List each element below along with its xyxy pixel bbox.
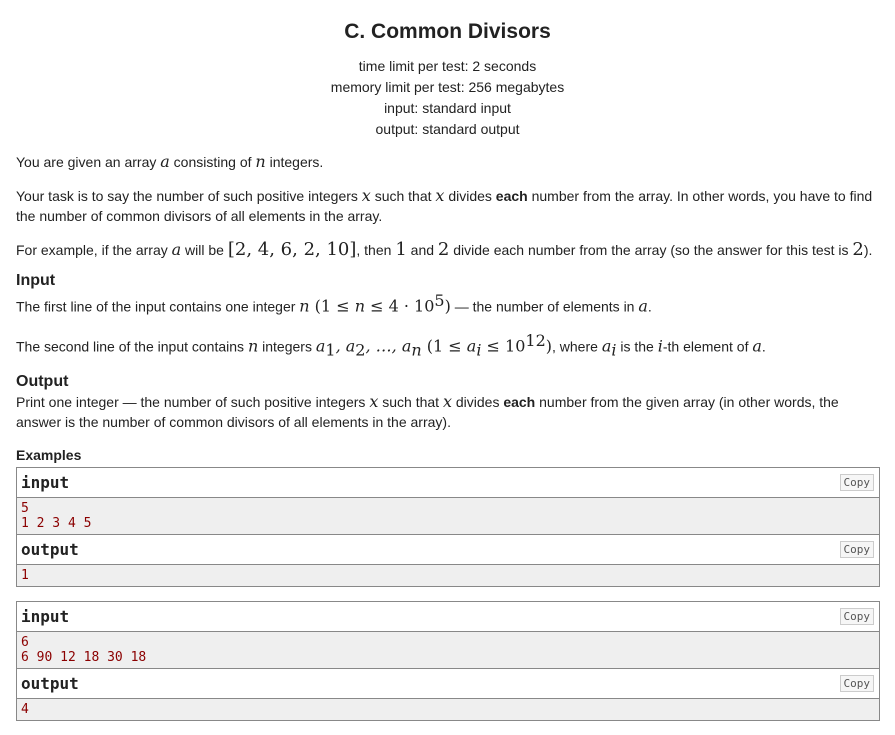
text: divides <box>444 188 496 204</box>
input-spec: input: standard input <box>384 100 511 116</box>
math-var: n <box>299 296 310 316</box>
text: is the <box>616 338 658 355</box>
problem-title: C. Common Divisors <box>344 20 551 43</box>
math-subscript: i <box>476 340 482 360</box>
math-text: ≤ 10 <box>481 336 526 356</box>
math-subscript: n <box>411 340 422 360</box>
math-var: n <box>247 336 259 356</box>
text: -th element of <box>662 338 753 355</box>
output-section <box>16 372 879 432</box>
input-label: input <box>21 473 70 493</box>
math-var: x <box>442 392 452 412</box>
output-line: 4 <box>21 702 29 718</box>
text: divides <box>451 394 504 411</box>
math-var: a <box>638 296 648 316</box>
math-subscript: 1 <box>325 340 336 360</box>
input-line: 1 2 3 4 5 <box>21 516 92 532</box>
text: will be <box>181 242 228 258</box>
example-input-header <box>17 602 879 632</box>
math-subscript: 2 <box>355 340 366 360</box>
output-section-title: Output <box>16 373 69 391</box>
example-output-header <box>17 535 879 565</box>
math-text: ≤ 4 · 10 <box>365 296 435 316</box>
problem-header <box>16 0 879 140</box>
input-line: 6 <box>21 635 29 651</box>
text: such that <box>378 394 443 411</box>
text: Your task is to say the number of such positive integers <box>16 188 362 204</box>
text: Print one integer — the number of such positive integers <box>16 394 370 411</box>
math-text: ) <box>545 336 552 356</box>
statement-paragraph-3 <box>16 240 879 260</box>
text: integers. <box>265 154 324 170</box>
text: and <box>406 242 438 258</box>
output-line: 1 <box>21 568 29 584</box>
math-number: 2 <box>852 239 864 260</box>
text: consisting of <box>169 154 256 170</box>
math-var: n <box>255 152 266 171</box>
statement <box>16 152 879 260</box>
statement-paragraph-2 <box>16 186 879 226</box>
example-input-header <box>17 468 879 498</box>
text: number from the array. In other words, you have to find the number of common divisors of all elements in the array. <box>16 188 873 224</box>
text: The second line of the input contains <box>16 338 248 355</box>
math-var: a <box>752 336 762 356</box>
input-section-title: Input <box>16 272 56 289</box>
text: The first line of the input contains one integer <box>16 298 300 315</box>
text: integers <box>258 338 316 355</box>
output-spec: output: standard output <box>375 121 520 137</box>
text: You are given an array <box>16 154 161 170</box>
copy-button[interactable]: Copy <box>840 675 875 692</box>
text: , where <box>552 338 602 355</box>
input-line-2: The second line of the input contains n integers $a_1$, $a_2$, …, $a_n$ $(1 \le a_i \le 10^{12})$, where $a_i$ is the i-th element of a. <box>16 330 766 360</box>
text: divide each number from the array (so the answer for this test is <box>449 242 853 258</box>
input-label: input <box>21 607 70 627</box>
examples-title: Examples <box>16 447 82 464</box>
math-var: x <box>361 186 371 205</box>
math-subscript: i <box>611 340 617 360</box>
math-var: x <box>369 392 379 412</box>
statement-paragraph-1 <box>16 152 879 172</box>
example-2 <box>16 601 880 721</box>
text: ). <box>863 242 873 258</box>
input-section <box>16 271 879 360</box>
input-line: 5 <box>21 501 29 517</box>
time-limit: time limit per test: 2 seconds <box>358 58 537 74</box>
copy-button[interactable]: Copy <box>840 608 875 625</box>
limits <box>16 56 879 140</box>
text: For example, if the array <box>16 242 172 258</box>
examples-section <box>16 446 879 721</box>
example-input-body <box>17 632 879 669</box>
math-var: i <box>657 336 663 356</box>
text: such that <box>370 188 436 204</box>
input-line: 6 90 12 18 30 18 <box>21 650 147 666</box>
copy-button[interactable]: Copy <box>840 474 875 491</box>
input-line-1 <box>16 291 879 317</box>
bold-text: each <box>495 188 528 204</box>
text: number from the given array (in other words, the answer is the number of common divisors of all elements in the array). <box>16 394 839 431</box>
output-label: output <box>21 674 79 694</box>
memory-limit: memory limit per test: 256 megabytes <box>330 79 565 95</box>
bold-text: each <box>503 394 536 411</box>
output-text <box>16 392 879 432</box>
math-number: 1 <box>395 239 407 260</box>
math-var: a <box>315 336 326 356</box>
text: , then <box>356 242 396 258</box>
math-var: a <box>466 336 477 356</box>
example-output-header <box>17 669 879 699</box>
math-var: a <box>171 240 182 259</box>
math-number: 2 <box>437 239 450 260</box>
example-output-body <box>17 565 879 586</box>
math-var: n <box>354 296 365 316</box>
text: — the number of elements in <box>450 298 639 315</box>
math-exponent: 5 <box>434 291 445 310</box>
example-input-body <box>17 498 879 535</box>
math-text: ) <box>444 296 451 316</box>
copy-button[interactable]: Copy <box>840 541 875 558</box>
math-text: (1 ≤ <box>421 336 467 356</box>
math-var: a <box>601 336 612 356</box>
math-array: [2, 4, 6, 2, 10] <box>227 239 357 260</box>
math-var: a <box>160 152 170 171</box>
example-output-body <box>17 699 879 720</box>
math-text: (1 ≤ <box>309 296 355 316</box>
math-var: x <box>435 186 445 205</box>
text: . <box>761 338 766 355</box>
math-exponent: 12 <box>525 330 546 350</box>
text: . <box>647 298 652 315</box>
example-1 <box>16 467 880 587</box>
output-label: output <box>21 540 79 560</box>
